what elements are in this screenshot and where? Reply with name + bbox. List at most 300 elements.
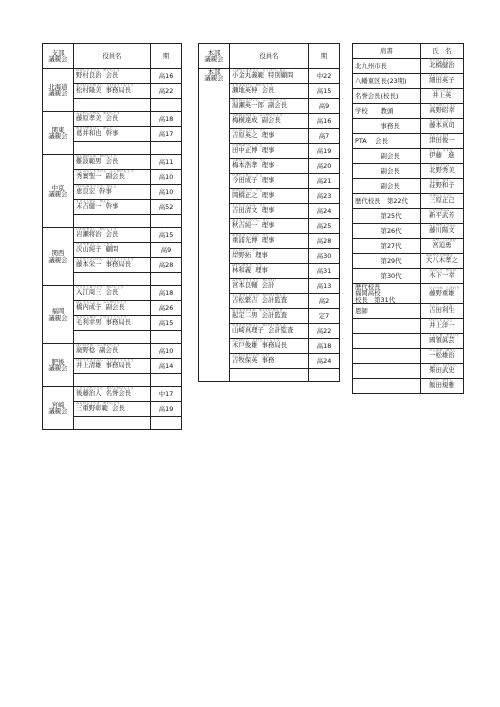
officer-cell bbox=[74, 170, 151, 185]
officer-entry bbox=[76, 344, 148, 358]
officer-ruby: きどけいじ じむきょくちょう bbox=[232, 338, 280, 342]
officer-role: 会長 bbox=[105, 230, 119, 238]
officer-ruby: たなかあつし りじ bbox=[232, 143, 263, 147]
table-row bbox=[353, 224, 464, 239]
officer-ruby: ひでみちしょういち ふくかいちょう bbox=[76, 169, 134, 173]
officer-ruby: けいちゅうりょう かんじ bbox=[76, 184, 117, 188]
officer-cell bbox=[230, 114, 309, 129]
officer-name: 岸野拓 bbox=[232, 251, 252, 259]
officer-ruby: おかひろたつ りじ bbox=[232, 188, 263, 192]
officer-entry bbox=[232, 69, 306, 83]
officer-ruby: みやもとりょうじ かいけい bbox=[232, 278, 277, 282]
guest-entry bbox=[429, 119, 455, 133]
guest-name-cell bbox=[420, 104, 463, 119]
officer-cell bbox=[74, 316, 151, 331]
officer-role: 事務局長 bbox=[105, 260, 132, 268]
officer-ruby: いわせまさし かいちょう bbox=[76, 227, 117, 231]
period-cell: 高15 bbox=[151, 228, 182, 243]
officer-entry bbox=[232, 159, 306, 173]
officer-cell bbox=[230, 354, 309, 369]
officer-entry bbox=[232, 189, 306, 203]
officer-role: 理事 bbox=[255, 266, 268, 274]
guest-name-cell bbox=[420, 209, 463, 224]
officer-name: 藤本栄一 bbox=[76, 260, 102, 268]
branch-officers-table bbox=[42, 43, 182, 430]
guest-title: 恩師 bbox=[353, 304, 421, 319]
officer-ruby: いのうえきよみち じむきょくちょう bbox=[76, 358, 134, 362]
officer-cell bbox=[230, 174, 309, 189]
blank-cell bbox=[74, 99, 151, 112]
branch-officers-body bbox=[43, 69, 182, 430]
table-row bbox=[353, 364, 464, 379]
officer-role: 理事 bbox=[261, 206, 275, 214]
officer-entry bbox=[76, 258, 148, 272]
blank-cell bbox=[151, 331, 182, 344]
period-cell: 高23 bbox=[309, 189, 340, 204]
officer-role: 事務局長 bbox=[105, 86, 132, 94]
table-row bbox=[353, 104, 464, 119]
guest-name: 北野秀美 bbox=[429, 166, 455, 174]
officer-entry bbox=[232, 99, 306, 113]
guest-title bbox=[353, 379, 421, 394]
officer-entry bbox=[232, 144, 306, 158]
hq-officers-body bbox=[199, 69, 340, 382]
guest-ruby: いのうええい bbox=[432, 88, 453, 92]
guest-ruby: くにしま まさひで bbox=[429, 333, 460, 338]
officer-name: 梅本浩孝 bbox=[232, 161, 258, 169]
period-cell: 高24 bbox=[309, 204, 340, 219]
officer-ruby: ばいのたか ふくかいちょう bbox=[76, 343, 121, 347]
guest-title: 副会長 bbox=[353, 164, 421, 179]
guest-title bbox=[353, 334, 421, 349]
guest-name-cell bbox=[420, 164, 463, 179]
guest-ruby: しばた たけひろ bbox=[429, 363, 457, 368]
officer-cell bbox=[74, 258, 151, 273]
guest-ruby: きのした かずお bbox=[429, 268, 457, 272]
officer-name: 秀實聖一 bbox=[76, 172, 102, 180]
guest-title bbox=[353, 364, 421, 379]
officer-cell bbox=[230, 69, 309, 84]
officer-ruby: かさいかずひこ かんじ bbox=[76, 126, 114, 130]
officer-role: 会長 bbox=[105, 288, 119, 296]
branch-name: 宮崎 議親会 bbox=[43, 387, 74, 430]
officer-entry bbox=[76, 112, 148, 126]
officer-name: 今田成子 bbox=[232, 176, 258, 184]
officer-ruby: きしのたく りじ bbox=[232, 248, 260, 252]
officer-name: 瀬地英伸 bbox=[232, 86, 258, 94]
officer-entry bbox=[232, 204, 306, 218]
officer-role: 特別顧問 bbox=[267, 71, 294, 79]
officer-role: 顧問 bbox=[105, 245, 119, 253]
officer-cell bbox=[230, 309, 309, 324]
officer-name: 林和義 bbox=[232, 266, 252, 274]
officer-entry bbox=[232, 294, 306, 308]
officer-role: 会計 bbox=[261, 281, 275, 289]
officer-entry bbox=[76, 301, 148, 315]
guest-title: 副会長 bbox=[353, 149, 421, 164]
officer-name: 小金丸義範 bbox=[232, 71, 264, 79]
officer-entry bbox=[232, 354, 306, 368]
guest-entry bbox=[429, 224, 455, 238]
guest-title: 第25代 bbox=[353, 209, 421, 224]
table-row bbox=[43, 69, 182, 84]
officer-ruby: もりとしゆき じむきょくちょう bbox=[76, 315, 127, 319]
guest-name: 藤本真司 bbox=[429, 121, 455, 129]
hq-officer-header: 役員名 bbox=[230, 44, 309, 69]
table-row bbox=[353, 179, 464, 194]
blank-cell bbox=[151, 374, 182, 387]
guest-name-cell bbox=[420, 119, 463, 134]
officer-name: 末吉健一 bbox=[76, 202, 102, 210]
guest-name: 國領眞芸 bbox=[429, 336, 455, 345]
period-cell: 中17 bbox=[151, 387, 182, 402]
period-cell: 高9 bbox=[151, 243, 182, 258]
officer-entry bbox=[232, 219, 306, 233]
officer-name: 梅横達成 bbox=[232, 116, 258, 124]
officer-entry bbox=[232, 234, 306, 248]
officer-entry bbox=[232, 114, 306, 128]
officer-name: 廣野稔 bbox=[76, 346, 96, 354]
officer-cell bbox=[74, 286, 151, 301]
officer-cell bbox=[230, 294, 309, 309]
officer-ruby: よしむらけいすけ じむ bbox=[232, 353, 270, 357]
officer-entry bbox=[76, 155, 148, 169]
guest-list-body bbox=[353, 59, 464, 394]
officer-role: 幹事 bbox=[105, 129, 119, 137]
officer-ruby: まつむらたかよし じむきょくちょう bbox=[76, 83, 134, 87]
officer-name: 岩瀬将治 bbox=[76, 230, 102, 238]
period-cell: 高10 bbox=[151, 344, 182, 359]
table-row bbox=[353, 89, 464, 104]
guest-ruby: ふじもとしんじ bbox=[429, 118, 453, 122]
table-row bbox=[353, 59, 464, 74]
guest-name: 飯田規雅 bbox=[429, 381, 455, 390]
period-cell: 高24 bbox=[309, 354, 340, 369]
officer-cell bbox=[230, 219, 309, 234]
officer-cell bbox=[230, 234, 309, 249]
guest-list-table bbox=[352, 43, 464, 394]
officer-cell bbox=[74, 185, 151, 200]
period-cell: 高10 bbox=[151, 170, 182, 185]
officer-name: 吉田清文 bbox=[232, 206, 258, 214]
officer-name: 入江周三 bbox=[76, 288, 102, 296]
officer-name: 木戸俊雄 bbox=[232, 341, 258, 349]
period-cell: 高28 bbox=[151, 258, 182, 273]
guest-ruby: きたの かずこ bbox=[429, 178, 453, 182]
officer-cell bbox=[74, 127, 151, 142]
officer-name: 起定二男 bbox=[232, 311, 258, 319]
officer-cell bbox=[74, 359, 151, 374]
officer-role: 理事 bbox=[261, 176, 275, 184]
guest-title: 第30代 bbox=[353, 269, 421, 284]
guest-title bbox=[353, 319, 421, 334]
guest-ruby: ふじかわようぶん bbox=[429, 223, 457, 227]
period-cell: 高16 bbox=[151, 69, 182, 84]
officer-role: 理事 bbox=[261, 131, 275, 139]
branch-name: 関東 議親会 bbox=[43, 112, 74, 155]
guest-entry bbox=[429, 333, 460, 348]
blank-cell bbox=[74, 215, 151, 228]
blank-cell bbox=[74, 142, 151, 155]
table-row bbox=[353, 319, 464, 334]
guest-entry bbox=[429, 134, 455, 148]
table-row bbox=[353, 239, 464, 254]
officer-ruby: おきまさかずお かいけいかんさ bbox=[232, 308, 283, 312]
guest-name-cell bbox=[420, 239, 463, 254]
period-cell: 高18 bbox=[309, 339, 340, 354]
guest-ruby: いいつか しげのり bbox=[429, 285, 460, 290]
officer-cell bbox=[230, 159, 309, 174]
hq-header: 本部 議親会 bbox=[199, 44, 230, 69]
guest-name: 柴田武史 bbox=[429, 366, 455, 375]
guest-name-cell bbox=[420, 89, 463, 104]
guest-title: 第29代 bbox=[353, 254, 421, 269]
officer-role: 事務局長 bbox=[105, 318, 132, 326]
guest-title: 名誉会長(校長) bbox=[353, 89, 421, 104]
hq-name: 本部 議親会 bbox=[199, 69, 230, 382]
officer-name: 難波範男 bbox=[76, 157, 102, 165]
period-cell: 高30 bbox=[309, 249, 340, 264]
guest-title: 歴代校長 第22代 bbox=[353, 194, 421, 209]
officer-entry bbox=[76, 286, 148, 300]
period-cell: 高19 bbox=[309, 144, 340, 159]
officer-name: 葛井和也 bbox=[76, 129, 102, 137]
officer-role: 事務 bbox=[261, 356, 275, 364]
officer-name: 宮本良輔 bbox=[232, 281, 258, 289]
guest-name-cell bbox=[420, 334, 463, 349]
officer-ruby: ゆすはらえいいち ふくかいちょう bbox=[232, 98, 287, 102]
officer-role: 会計監査 bbox=[261, 296, 288, 304]
officer-role: 幹事 bbox=[105, 202, 119, 210]
officer-entry bbox=[76, 170, 148, 184]
officer-cell bbox=[74, 402, 151, 417]
guest-ruby: きたのひでみ bbox=[429, 163, 450, 167]
officer-ruby: ふじわらたかみ かいちょう bbox=[76, 111, 121, 115]
officer-name: 松村隆美 bbox=[76, 86, 102, 94]
officer-role: 名誉会長 bbox=[105, 389, 132, 397]
guest-ruby: きたはしけんじ bbox=[429, 58, 453, 62]
blank-cell bbox=[309, 369, 340, 382]
guest-entry bbox=[429, 164, 455, 178]
officer-entry bbox=[76, 185, 148, 199]
officer-cell bbox=[230, 249, 309, 264]
guest-name: 伊藤 進 bbox=[429, 151, 455, 159]
officer-cell bbox=[230, 279, 309, 294]
period-cell: 高52 bbox=[151, 200, 182, 215]
officer-ruby: つぎやまよしこ こもん bbox=[76, 242, 114, 246]
officer-ruby: やまさきたかよし かいけいかんさ bbox=[232, 323, 287, 327]
officer-cell bbox=[74, 155, 151, 170]
period-cell: 高11 bbox=[151, 155, 182, 170]
table-row bbox=[353, 134, 464, 149]
blank-cell bbox=[151, 273, 182, 286]
guest-entry bbox=[429, 179, 455, 193]
officer-cell bbox=[230, 189, 309, 204]
officer-role: 会計監査 bbox=[267, 326, 294, 334]
guest-entry bbox=[429, 304, 455, 318]
officer-entry bbox=[76, 387, 148, 401]
table-row bbox=[353, 209, 464, 224]
officer-ruby: おかざきこうひろ りじ bbox=[232, 233, 270, 237]
guest-name-cell bbox=[420, 74, 463, 89]
table-row bbox=[43, 112, 182, 127]
table-row bbox=[353, 119, 464, 134]
branch-header: 支部 議親会 bbox=[43, 44, 74, 69]
officer-name: 毛利幸男 bbox=[76, 318, 102, 326]
table-row bbox=[353, 164, 464, 179]
table-row bbox=[43, 155, 182, 170]
guest-name: 荘野和子 bbox=[429, 181, 455, 189]
name-header: 氏 名 bbox=[420, 44, 463, 59]
officer-entry bbox=[76, 228, 148, 242]
guest-name-cell bbox=[420, 254, 463, 269]
blank-cell bbox=[74, 331, 151, 344]
guest-name-cell bbox=[420, 319, 463, 334]
officer-header: 役員名 bbox=[74, 44, 151, 69]
officer-cell bbox=[74, 84, 151, 99]
period-cell: 高10 bbox=[151, 185, 182, 200]
officer-cell bbox=[230, 144, 309, 159]
officer-role: 理事 bbox=[261, 221, 275, 229]
officer-name: 吉牧保英 bbox=[232, 356, 258, 364]
officer-name: 秋吉純一 bbox=[232, 221, 258, 229]
table-row bbox=[353, 304, 464, 319]
officer-role: 事務局長 bbox=[105, 361, 132, 369]
blank-cell bbox=[74, 374, 151, 387]
guest-entry bbox=[429, 194, 455, 208]
guest-name: 細田英子 bbox=[429, 76, 455, 84]
guest-name-cell bbox=[420, 179, 463, 194]
officer-role: 会長 bbox=[105, 114, 119, 122]
officer-entry bbox=[232, 249, 306, 263]
period-cell: 定7 bbox=[309, 309, 340, 324]
officer-name: 岡橋正之 bbox=[232, 191, 258, 199]
officer-cell bbox=[74, 112, 151, 127]
guest-title: 第26代 bbox=[353, 224, 421, 239]
officer-role: 会長 bbox=[105, 71, 119, 79]
guest-entry bbox=[429, 74, 455, 88]
officer-ruby: すえよしけん かんじ bbox=[76, 199, 110, 203]
officer-name: 湯瀬英一郎 bbox=[232, 101, 264, 109]
period-cell: 高31 bbox=[309, 264, 340, 279]
officer-name: 藤原孝美 bbox=[76, 114, 102, 122]
guest-ruby: つだとしかず bbox=[429, 133, 450, 137]
table-row bbox=[43, 344, 182, 359]
officer-entry bbox=[232, 279, 306, 293]
officer-entry bbox=[232, 324, 306, 338]
officer-ruby: すずきえいじ かいちょう bbox=[232, 83, 273, 87]
guest-title bbox=[353, 349, 421, 364]
guest-entry bbox=[432, 89, 451, 103]
guest-name-cell bbox=[420, 269, 463, 284]
guest-name-cell bbox=[420, 194, 463, 209]
blank-cell bbox=[74, 417, 151, 430]
period-cell: 高20 bbox=[309, 159, 340, 174]
table-row bbox=[43, 286, 182, 301]
officer-name: 後藤治人 bbox=[76, 389, 102, 397]
officer-role: 副会長 bbox=[261, 116, 281, 124]
period-cell: 高13 bbox=[309, 279, 340, 294]
guest-name: 三原正己 bbox=[429, 196, 455, 204]
officer-cell bbox=[74, 200, 151, 215]
officer-cell bbox=[230, 264, 309, 279]
officer-cell bbox=[74, 387, 151, 402]
officer-name: 井上清雄 bbox=[76, 361, 102, 369]
officer-entry bbox=[232, 84, 306, 98]
guest-ruby: おおやぎたかゆき bbox=[425, 253, 453, 257]
guest-ruby: いいだ かずし bbox=[429, 378, 453, 383]
officer-ruby: あきよしつきいち りじ bbox=[232, 218, 270, 222]
officer-cell bbox=[74, 69, 151, 84]
blank-cell bbox=[230, 369, 309, 382]
guest-ruby: いのうえようじ bbox=[429, 318, 453, 323]
branch-name: 福岡 議親会 bbox=[43, 286, 74, 344]
period-cell: 高15 bbox=[151, 316, 182, 331]
guest-name: 木下一幸 bbox=[429, 271, 455, 279]
officer-name: 山崎真理子 bbox=[232, 326, 264, 334]
period-cell: 高16 bbox=[309, 114, 340, 129]
officer-entry bbox=[232, 264, 306, 278]
period-cell: 高17 bbox=[151, 127, 182, 142]
officer-name: 田中正博 bbox=[232, 146, 258, 154]
officer-cell bbox=[74, 228, 151, 243]
officer-ruby: よしまつしげひろ かいけいかんさ bbox=[232, 293, 287, 297]
officer-role: 会計監査 bbox=[261, 311, 288, 319]
guest-entry bbox=[429, 285, 460, 301]
officer-cell bbox=[230, 324, 309, 339]
period-cell: 高25 bbox=[309, 219, 340, 234]
officer-ruby: いりえしゅうぞう かいちょう bbox=[76, 285, 124, 289]
period-cell: 高9 bbox=[309, 99, 340, 114]
officer-cell bbox=[230, 204, 309, 219]
guest-name-cell bbox=[420, 304, 463, 319]
guest-name: 藤川陽文 bbox=[429, 226, 455, 234]
officer-ruby: はやしかずき りじ bbox=[232, 263, 263, 267]
guest-title: 副会長 bbox=[353, 179, 421, 194]
officer-cell bbox=[74, 344, 151, 359]
officer-role: 幹事 bbox=[99, 187, 112, 195]
officer-entry bbox=[76, 316, 148, 330]
period-cell: 高22 bbox=[309, 324, 340, 339]
officer-ruby: こばやしまさひと とくべつこもん bbox=[232, 68, 287, 72]
period-cell: 高14 bbox=[151, 359, 182, 374]
table-row bbox=[353, 194, 464, 209]
period-cell: 高22 bbox=[151, 84, 182, 99]
period-cell: 高26 bbox=[151, 301, 182, 316]
guest-ruby: にいたけふみ bbox=[429, 208, 450, 212]
period-cell: 高18 bbox=[151, 112, 182, 127]
officer-name: 吉松繁吉 bbox=[232, 296, 258, 304]
guest-name: 高野昭幸 bbox=[429, 106, 455, 114]
table-row bbox=[353, 379, 464, 394]
guest-title: 歴代校長 福岡高校 校長 第31代 bbox=[353, 284, 421, 304]
table-row bbox=[353, 254, 464, 269]
officer-role: 理事 bbox=[261, 161, 275, 169]
guest-ruby: みはらしょうじ bbox=[429, 193, 453, 197]
guest-name: 藤野重雄 bbox=[429, 288, 455, 297]
officer-role: 会長 bbox=[261, 86, 275, 94]
officer-entry bbox=[76, 402, 148, 416]
guest-name: 津田俊一 bbox=[429, 136, 455, 144]
blank-cell bbox=[151, 417, 182, 430]
guest-name: 吉田利生 bbox=[429, 306, 455, 315]
table-row bbox=[43, 387, 182, 402]
table-row bbox=[353, 74, 464, 89]
guest-entry bbox=[429, 104, 455, 118]
guest-name-cell bbox=[420, 59, 463, 74]
table-row bbox=[353, 284, 464, 304]
period-header: 期 bbox=[151, 44, 182, 69]
